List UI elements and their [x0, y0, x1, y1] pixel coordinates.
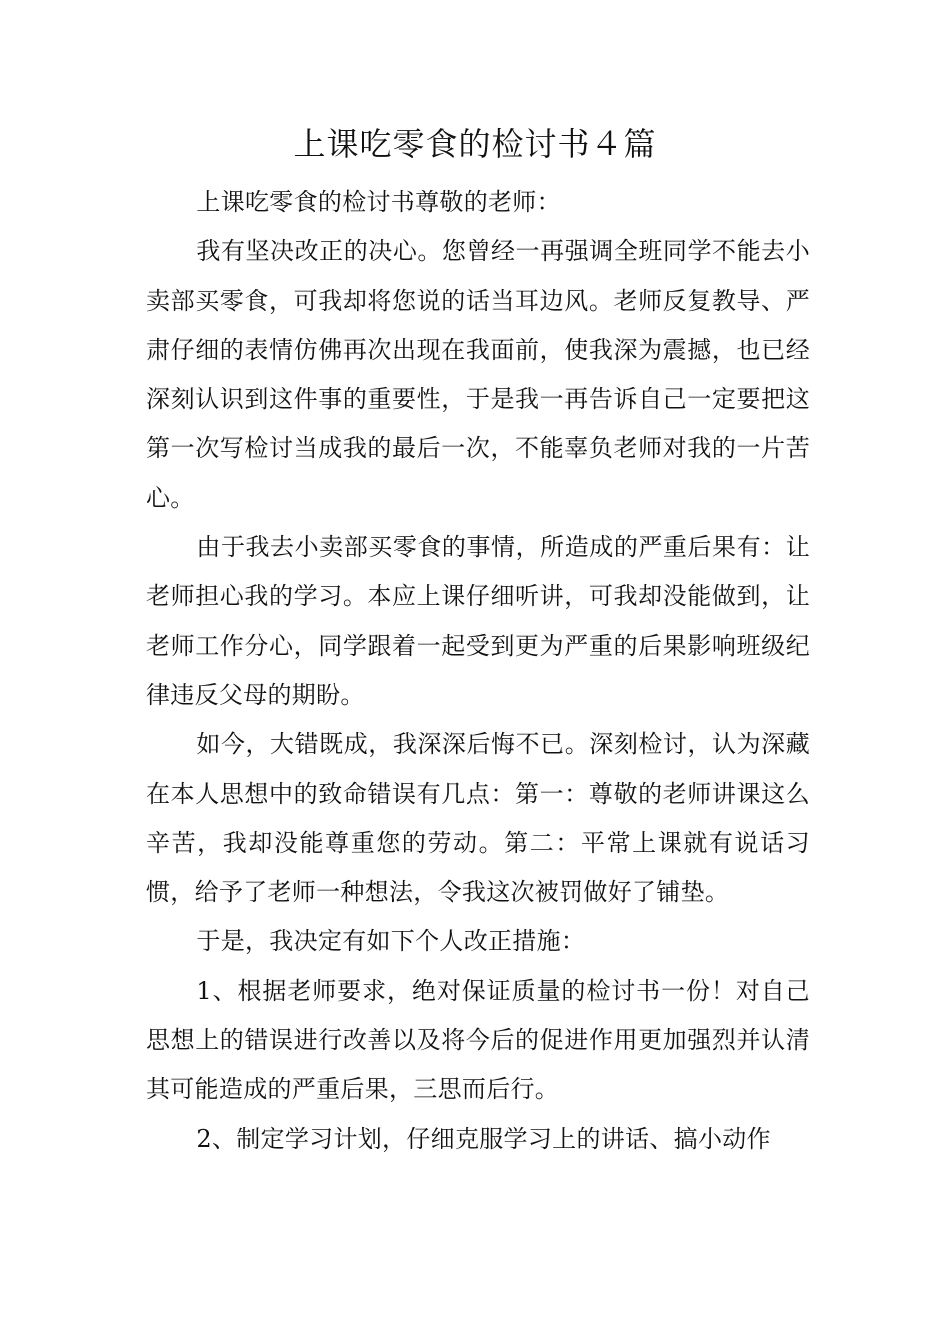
paragraph: 1、根据老师要求，绝对保证质量的检讨书一份！对自己思想上的错误进行改善以及将今后的促进作用更加强烈并认清其可能造成的严重后果，三思而后行。	[146, 976, 810, 1104]
document-title: 上课吃零食的检讨书４篇	[293, 125, 657, 163]
salutation: 上课吃零食的检讨书尊敬的老师：	[196, 188, 561, 216]
paragraph: 我有坚决改正的决心。您曾经一再强调全班同学不能去小卖部买零食，可我却将您说的话当耳边风。老师反复教导、严肃仔细的表情仿佛再次出现在我面前，使我深为震撼，也已经深刻认识到这件事的重要性，于是我一再告诉自己一定要把这第一次写检讨当成我的最后一次，不能辜负老师对我的一片苦心。	[146, 237, 810, 512]
paragraph: 由于我去小卖部买零食的事情，所造成的严重后果有：让老师担心我的学习。本应上课仔细听讲，可我却没能做到，让老师工作分心，同学跟着一起受到更为严重的后果影响班级纪律违反父母的期盼。	[146, 533, 810, 709]
paragraph: 如今，大错既成，我深深后悔不已。深刻检讨，认为深藏在本人思想中的致命错误有几点：第一：尊敬的老师讲课这么辛苦，我却没能尊重您的劳动。第二：平常上课就有说话习惯，给予了老师一种想法，令我这次被罚做好了铺垫。	[146, 730, 810, 907]
paragraph: 2、制定学习计划，仔细克服学习上的讲话、搞小动作	[196, 1124, 771, 1153]
paragraph: 于是，我决定有如下个人改正措施：	[196, 927, 586, 956]
document-body	[146, 178, 810, 1164]
